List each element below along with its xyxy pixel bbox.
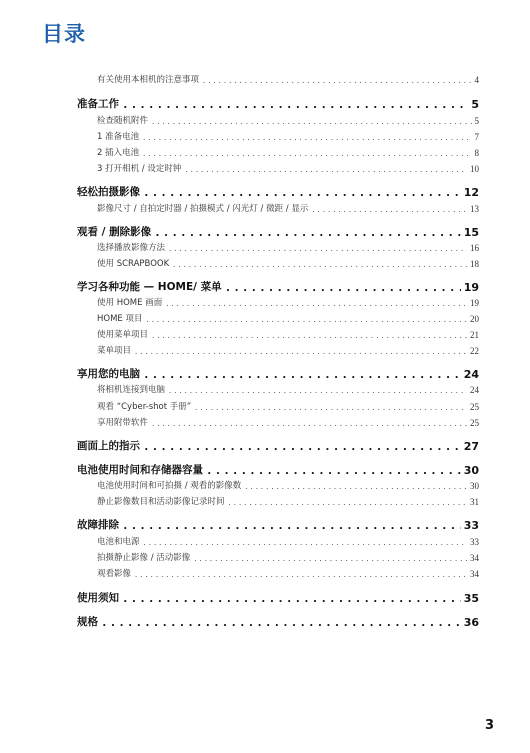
toc-section-label: 享用您的电脑: [77, 368, 140, 380]
toc-section-label: 使用须知: [77, 592, 119, 604]
page-title: 目录: [42, 22, 86, 46]
toc-entry-label: 使用菜单项目: [97, 330, 149, 340]
dot-leader: [122, 98, 468, 111]
toc-section[interactable]: [77, 614, 479, 629]
toc-section[interactable]: [77, 224, 479, 239]
dot-leader: [206, 464, 461, 477]
toc-entry[interactable]: [97, 202, 479, 214]
toc-entry-page: 24: [470, 385, 479, 395]
toc-section-page: 19: [463, 281, 479, 294]
dot-leader: [168, 245, 467, 253]
toc-entry-page: 5: [474, 116, 479, 126]
toc-entry[interactable]: [97, 257, 479, 269]
toc-entry-label: 电池和电源: [97, 537, 140, 547]
toc-entry-page: 7: [474, 132, 479, 142]
toc-section[interactable]: [77, 517, 479, 532]
toc-entry-label: HOME 项目: [97, 314, 143, 324]
dot-leader: [146, 316, 468, 324]
dot-leader: [154, 226, 461, 239]
dot-leader: [143, 440, 461, 453]
toc-entry-page: 19: [470, 298, 479, 308]
toc-section-page: 24: [463, 368, 479, 381]
toc-entry-page: 8: [474, 148, 479, 158]
toc-entry-page: 4: [474, 75, 479, 85]
toc-section-page: 36: [463, 616, 479, 629]
toc-entry-label: 使用 SCRAPBOOK: [97, 259, 170, 269]
toc-section-label: 观看 / 删除影像: [77, 226, 152, 238]
toc-entry[interactable]: [97, 479, 479, 491]
dot-leader: [194, 404, 467, 412]
toc-section-label: 画面上的指示: [77, 440, 140, 452]
toc-entry-page: 18: [470, 259, 479, 269]
toc-entry-page: 34: [470, 553, 479, 563]
toc-entry[interactable]: [97, 146, 479, 158]
toc-section[interactable]: [77, 590, 479, 605]
toc-entry-label: 静止影像数目和活动影像记录时间: [97, 497, 225, 507]
toc-entry[interactable]: [97, 296, 479, 308]
toc-entry-page: 13: [470, 204, 479, 214]
toc-section[interactable]: [77, 96, 479, 111]
toc-entry-label: 享用附带软件: [97, 418, 149, 428]
toc-entry-label: 选择播放影像方法: [97, 243, 166, 253]
dot-leader: [311, 206, 467, 214]
dot-leader: [151, 332, 467, 340]
toc-entry[interactable]: [97, 162, 479, 174]
dot-leader: [193, 555, 467, 563]
toc-entry-label: 2 插入电池: [97, 148, 140, 158]
toc-section-page: 5: [471, 98, 479, 111]
toc-section-label: 电池使用时间和存储器容量: [77, 464, 203, 476]
toc-entry-page: 34: [470, 569, 479, 579]
toc-entry-page: 21: [470, 330, 479, 340]
dot-leader: [122, 592, 461, 605]
toc-entry-page: 25: [470, 402, 479, 412]
toc-section-page: 30: [463, 464, 479, 477]
dot-leader: [142, 150, 471, 158]
dot-leader: [184, 166, 467, 174]
toc-entry-page: 30: [470, 481, 479, 491]
dot-leader: [165, 300, 467, 308]
toc-entry-label: 影像尺寸 / 自拍定时器 / 拍摄模式 / 闪光灯 / 微距 / 显示: [97, 204, 309, 214]
toc-section[interactable]: [77, 184, 479, 199]
dot-leader: [244, 483, 467, 491]
page-number: 3: [484, 718, 494, 733]
toc-entry-label: 电池使用时间和可拍摄 / 观看的影像数: [97, 481, 242, 491]
dot-leader: [168, 387, 467, 395]
dot-leader: [151, 118, 471, 126]
toc-section[interactable]: [77, 279, 479, 294]
toc-entry-label: 3 打开相机 / 设定时钟: [97, 164, 182, 174]
toc-entry-page: 33: [470, 537, 479, 547]
toc-entry-label: 有关使用本相机的注意事项: [97, 75, 200, 85]
toc-section-label: 轻松拍摄影像: [77, 186, 140, 198]
toc-entry-label: 拍摄静止影像 / 活动影像: [97, 553, 191, 563]
toc-entry-label: 1 准备电池: [97, 132, 140, 142]
dot-leader: [142, 134, 471, 142]
toc-entry-label: 将相机连接到电脑: [97, 385, 166, 395]
toc-entry-label: 菜单项目: [97, 346, 132, 356]
toc-entry[interactable]: [97, 551, 479, 563]
toc-entry[interactable]: [97, 312, 479, 324]
dot-leader: [228, 499, 467, 507]
dot-leader: [151, 420, 467, 428]
toc-entry[interactable]: [97, 114, 479, 126]
toc-entry-page: 16: [470, 243, 479, 253]
toc-entry-label: 观看 “Cyber-shot 手册”: [97, 402, 192, 412]
toc-section[interactable]: [77, 366, 479, 381]
toc-section-page: 12: [463, 186, 479, 199]
toc-section-page: 15: [463, 226, 479, 239]
toc-entry-page: 22: [470, 346, 479, 356]
toc-entry[interactable]: [97, 130, 479, 142]
toc-entry-label: 使用 HOME 画面: [97, 298, 163, 308]
toc-entry[interactable]: [97, 567, 479, 579]
toc-entry[interactable]: [97, 535, 479, 547]
toc-section[interactable]: [77, 462, 479, 477]
dot-leader: [172, 261, 467, 269]
toc-entry[interactable]: [97, 416, 479, 428]
dot-leader: [122, 519, 461, 532]
toc-entry[interactable]: [97, 344, 479, 356]
toc-entry-page: 10: [470, 164, 479, 174]
toc-section[interactable]: [77, 438, 479, 453]
toc-entry-intro[interactable]: [97, 73, 479, 85]
toc-entry-page: 25: [470, 418, 479, 428]
toc-section-label: 规格: [77, 616, 98, 628]
toc-entry[interactable]: [97, 383, 479, 395]
toc-entry-label: 检查随机附件: [97, 116, 149, 126]
toc-section-label: 故障排除: [77, 519, 119, 531]
toc-section-page: 33: [463, 519, 479, 532]
dot-leader: [143, 186, 461, 199]
toc-entry[interactable]: [97, 495, 479, 507]
dot-leader: [143, 539, 467, 547]
toc-entry-label: 观看影像: [97, 569, 132, 579]
toc-entry-page: 20: [470, 314, 479, 324]
dot-leader: [225, 281, 461, 294]
toc-section-page: 35: [463, 592, 479, 605]
dot-leader: [202, 77, 471, 85]
dot-leader: [101, 616, 461, 629]
toc-entry[interactable]: [97, 400, 479, 412]
toc-entry-page: 31: [470, 497, 479, 507]
dot-leader: [134, 348, 467, 356]
toc-section-page: 27: [463, 440, 479, 453]
toc-entry[interactable]: [97, 328, 479, 340]
toc-entry[interactable]: [97, 241, 479, 253]
toc-section-label: 学习各种功能 — HOME/ 菜单: [77, 281, 222, 293]
dot-leader: [134, 571, 467, 579]
toc-section-label: 准备工作: [77, 98, 119, 110]
dot-leader: [143, 368, 461, 381]
